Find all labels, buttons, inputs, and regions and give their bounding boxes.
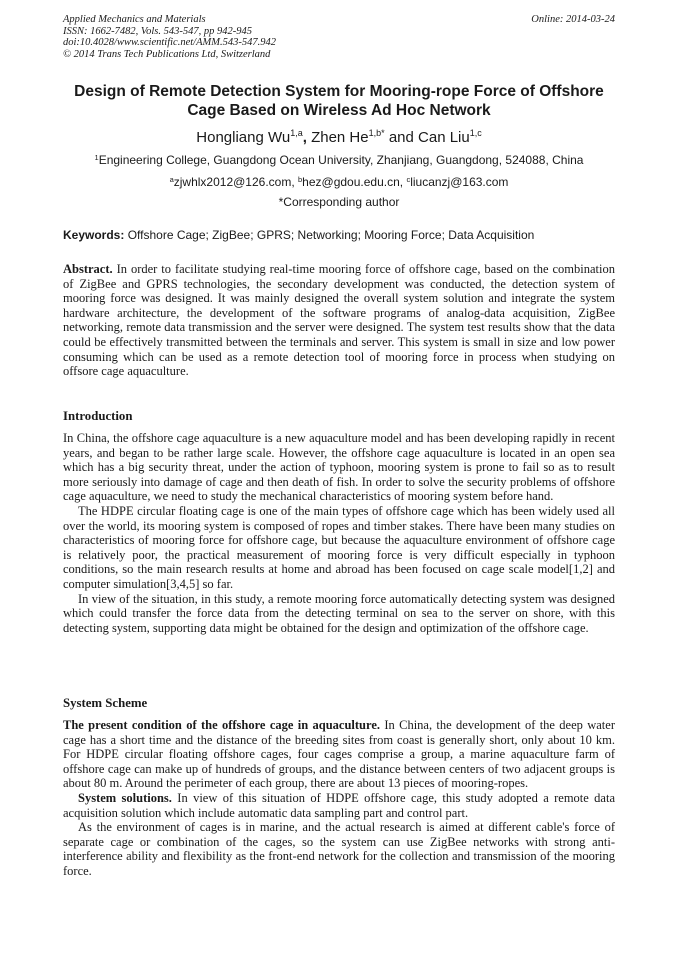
system-scheme-body [63, 718, 615, 879]
online-date: Online: 2014-03-24 [531, 14, 615, 25]
scheme-p2-text: In view of this situation of HDPE offshore cage, this study adopted a remote data acquisition solution which include automatic data sampling part and control part. [63, 790, 615, 820]
title-line-2: Cage Based on Wireless Ad Hoc Network [187, 102, 491, 119]
journal-name: Applied Mechanics and Materials [63, 14, 206, 25]
author-1: Hongliang Wu [196, 129, 291, 146]
system-scheme-heading: System Scheme [63, 696, 148, 710]
corresponding-author: *Corresponding author [278, 195, 400, 209]
author-conj: and [388, 129, 414, 146]
introduction-body [63, 431, 615, 635]
email-a-sup: a [169, 175, 174, 184]
affiliation [60, 151, 618, 167]
journal-header [63, 14, 615, 60]
author-list: Hongliang Wu$^{1,a}$, Zhen $He^{1,b*}$ and Can Liu$^{1,c}$ [196, 128, 482, 146]
intro-paragraph-1: In China, the offshore cage aquaculture is a new aquaculture model and has been developing rapidly in recent years, and began to be rather large scale. However, the offshore cage aquaculture is located in an open sea which has a big security threat, under the action of typhoon, mooring system is prone to fail so as to result more seriously into damage of cage and then death of fish. In order to solve the security problems of offshore cage aquaculture, we need to study the mechanical characteristics of mooring system before hand. [63, 431, 615, 504]
title-line-1: Design of Remote Detection System for Mooring-rope Force of Offshore [74, 83, 604, 100]
affiliation-text: Engineering College, Guangdong Ocean University, Zhanjiang, Guangdong, 524088, China [98, 153, 584, 167]
intro-paragraph-3: In view of the situation, in this study, a remote mooring force automatically detecting system was designed which could transfer the force data from the detecting terminal on sea to the server on shore, with this detecting system, supporting data might be obtained for the design and optimization of the offshore cage. [63, 591, 615, 635]
email-c-sup: c [406, 175, 411, 184]
email-b: hez@gdou.edu.cn, [302, 175, 407, 189]
intro-paragraph-2: The HDPE circular floating cage is one of the main types of offshore cage which has been widely used all over the world, its mooring system is composed of ropes and timber stakes. There have been many studies on characteristics of mooring force for offshore cage, but because the aquaculture environment of offshore cage is relatively poor, the practical measurement of mooring force is very difficult especially in typhoon conditions, so the main research results at home and abroad has been focused on cage scale model[1,2] and computer simulation[3,4,5] so far. [63, 503, 615, 591]
email-list [60, 173, 618, 189]
keywords [63, 228, 615, 242]
scheme-p1-label: The present condition of the offshore cage in aquaculture. [63, 718, 381, 732]
copyright-line: © 2014 Trans Tech Publications Ltd, Switzerland [63, 48, 271, 60]
abstract [63, 262, 615, 379]
affiliation-sup: 1 [94, 153, 99, 162]
keywords-label: Keywords: [63, 228, 125, 242]
email-c: liucanzj@163.com [410, 175, 509, 189]
scheme-paragraph-3: As the environment of cages is in marine, and the actual research is aimed at different cable's force of separate cage or combination of the cages, so the system can use ZigBee networks with strong anti-interference ability and flexibility as the front-end network for the collection and transmission of the mooring force. [63, 820, 615, 878]
issn-line: ISSN: 1662-7482, Vols. 543-547, pp 942-945 [63, 25, 252, 37]
doi-line: doi:10.4028/www.scientific.net/AMM.543-547.942 [63, 37, 276, 48]
abstract-label: Abstract. [63, 262, 113, 276]
introduction-heading: Introduction [63, 409, 133, 423]
paper-title [60, 82, 618, 120]
keywords-text: Offshore Cage; ZigBee; GPRS; Networking; Mooring Force; Data Acquisition [124, 228, 535, 242]
author-1-sup: 1,a [290, 128, 303, 138]
author-3-sup: 1,c [469, 128, 482, 138]
email-a: zjwhlx2012@126.com, [173, 175, 298, 189]
author-2-sup: 1,b* [368, 128, 385, 138]
author-2: Zhen He [311, 129, 369, 146]
scheme-p1-text: In China, the development of the deep water cage has a short time and the distance of the breeding sites from coast is generally short, only about 10 km. For HDPE circular floating offshore cages, four cages comprise a group, a marine aquaculture farm of offshore cage can make up of hundreds of groups, and the distance between centers of two adjacent groups is about 80 m. Around the perimeter of each group, there are about 13 pieces of mooring-ropes. [63, 718, 615, 791]
email-b-sup: b [298, 175, 303, 184]
author-3: Can Liu [418, 129, 470, 146]
abstract-text: In order to facilitate studying real-time mooring force of offshore cage, based on the combination of ZigBee and GPRS technologies, the secondary development was conducted, the detection system of mooring force was designed. It was mainly designed the overall system solution and integrate the system hardware architecture, the development of the software programs of analog-data acquisition, ZigBee networking, remote data transmission and the server were designed. The system test results show that the data could be effectively transmitted between the terminals and server. This system is small in size and low power consuming which can be used as a remote detection tool of mooring force in process when studying on offsore cage aquaculture. [63, 262, 615, 379]
scheme-p2-label: System solutions. [78, 790, 172, 805]
